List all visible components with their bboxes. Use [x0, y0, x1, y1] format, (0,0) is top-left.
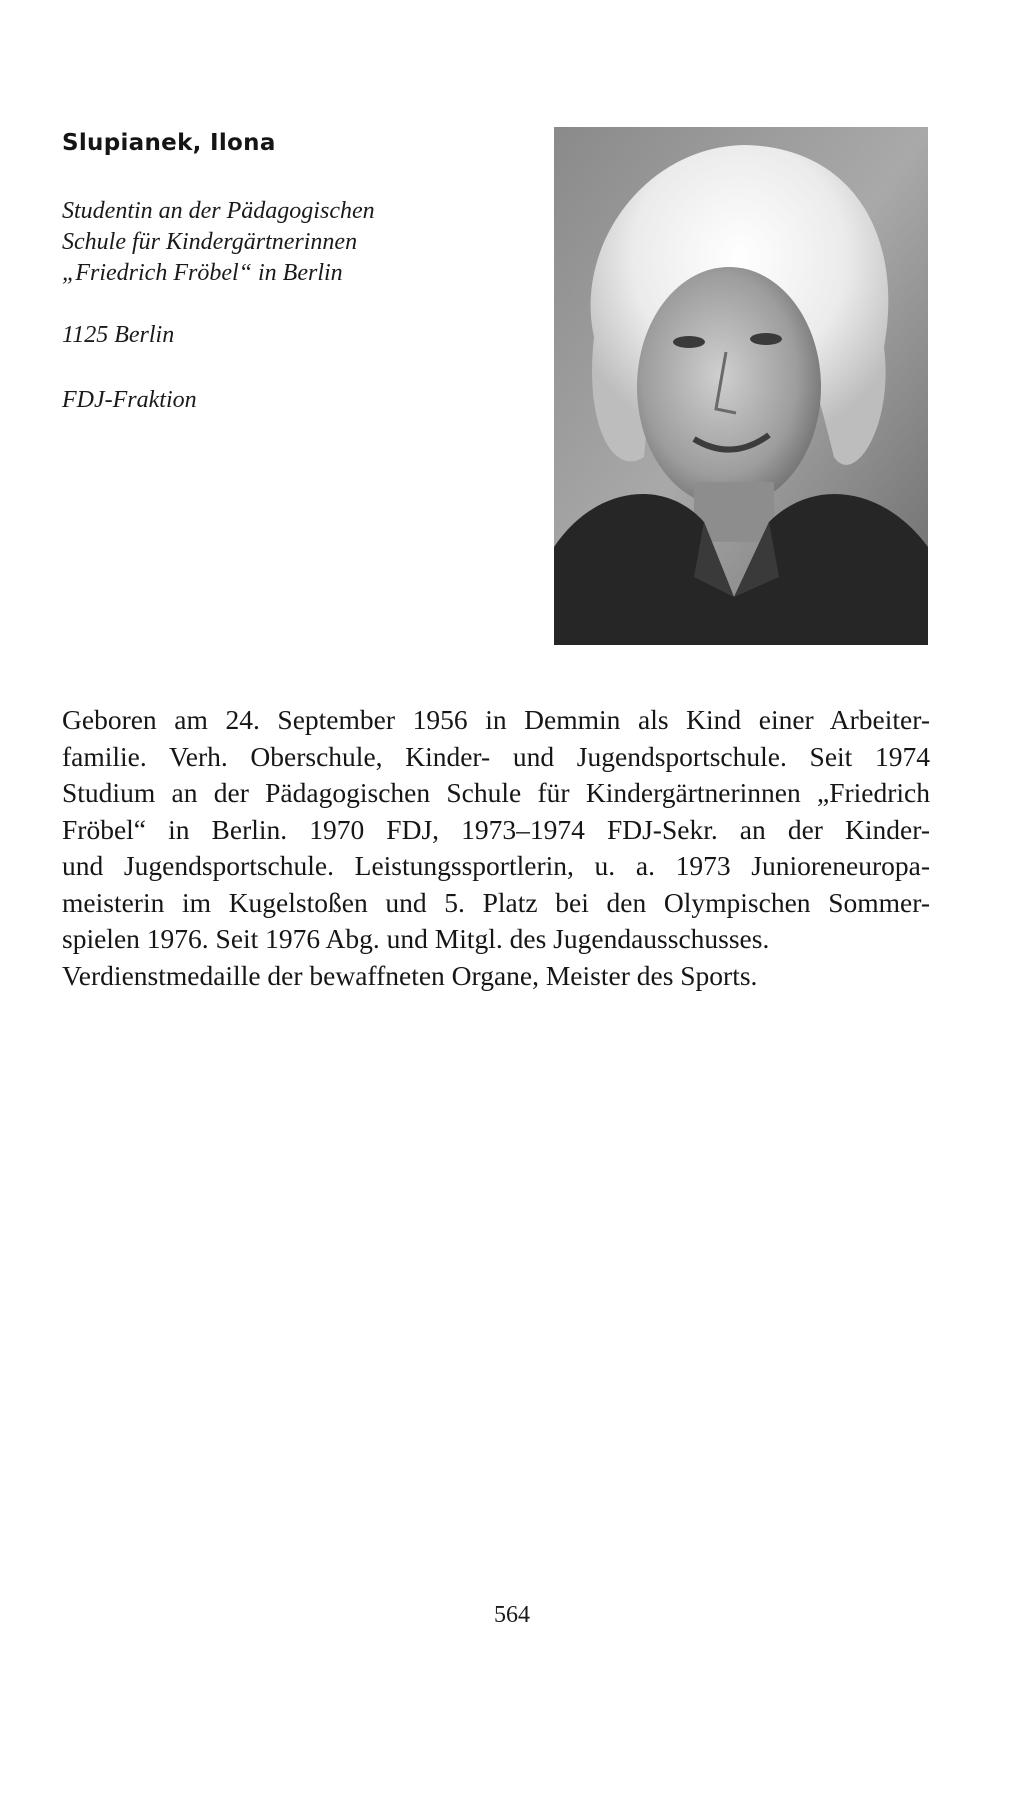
address-line: 1125 Berlin [62, 322, 175, 348]
biography-line: meisterin im Kugelstoßen und 5. Platz bei den Olympischen Sommer- [62, 886, 930, 918]
position-line: Studentin an der Pädagogischen [62, 198, 375, 224]
biography-text [62, 702, 930, 994]
biography-line: Fröbel“ in Berlin. 1970 FDJ, 1973–1974 FDJ-Sekr. an der Kinder- [62, 813, 930, 845]
biography-line: familie. Verh. Oberschule, Kinder- und Jugendsportschule. Seit 1974 [62, 740, 930, 772]
portrait-photo-icon [554, 127, 928, 645]
entry-address [62, 320, 482, 351]
page-number: 564 [494, 1602, 530, 1628]
biography-line: Verdienstmedaille der bewaffneten Organe, Meister des Sports. [62, 959, 758, 991]
biography-line: Studium an der Pädagogischen Schule für Kindergärtnerinnen „Friedrich [62, 777, 930, 808]
biography-line: und Jugendsportschule. Leistungssportlerin, u. a. 1973 Junioreneuropa- [62, 850, 930, 881]
entry-position [62, 196, 482, 289]
entry-name: Slupianek, Ilona [62, 130, 276, 156]
position-line: Schule für Kindergärtnerinnen [62, 229, 358, 255]
position-line: „Friedrich Fröbel“ in Berlin [62, 260, 343, 286]
entry-faction [62, 385, 482, 416]
faction-line: FDJ-Fraktion [62, 387, 197, 413]
biography-line: Geboren am 24. September 1956 in Demmin als Kind einer Arbeiter- [62, 704, 930, 735]
biography-line: spielen 1976. Seit 1976 Abg. und Mitgl. des Jugendausschusses. [62, 923, 770, 954]
